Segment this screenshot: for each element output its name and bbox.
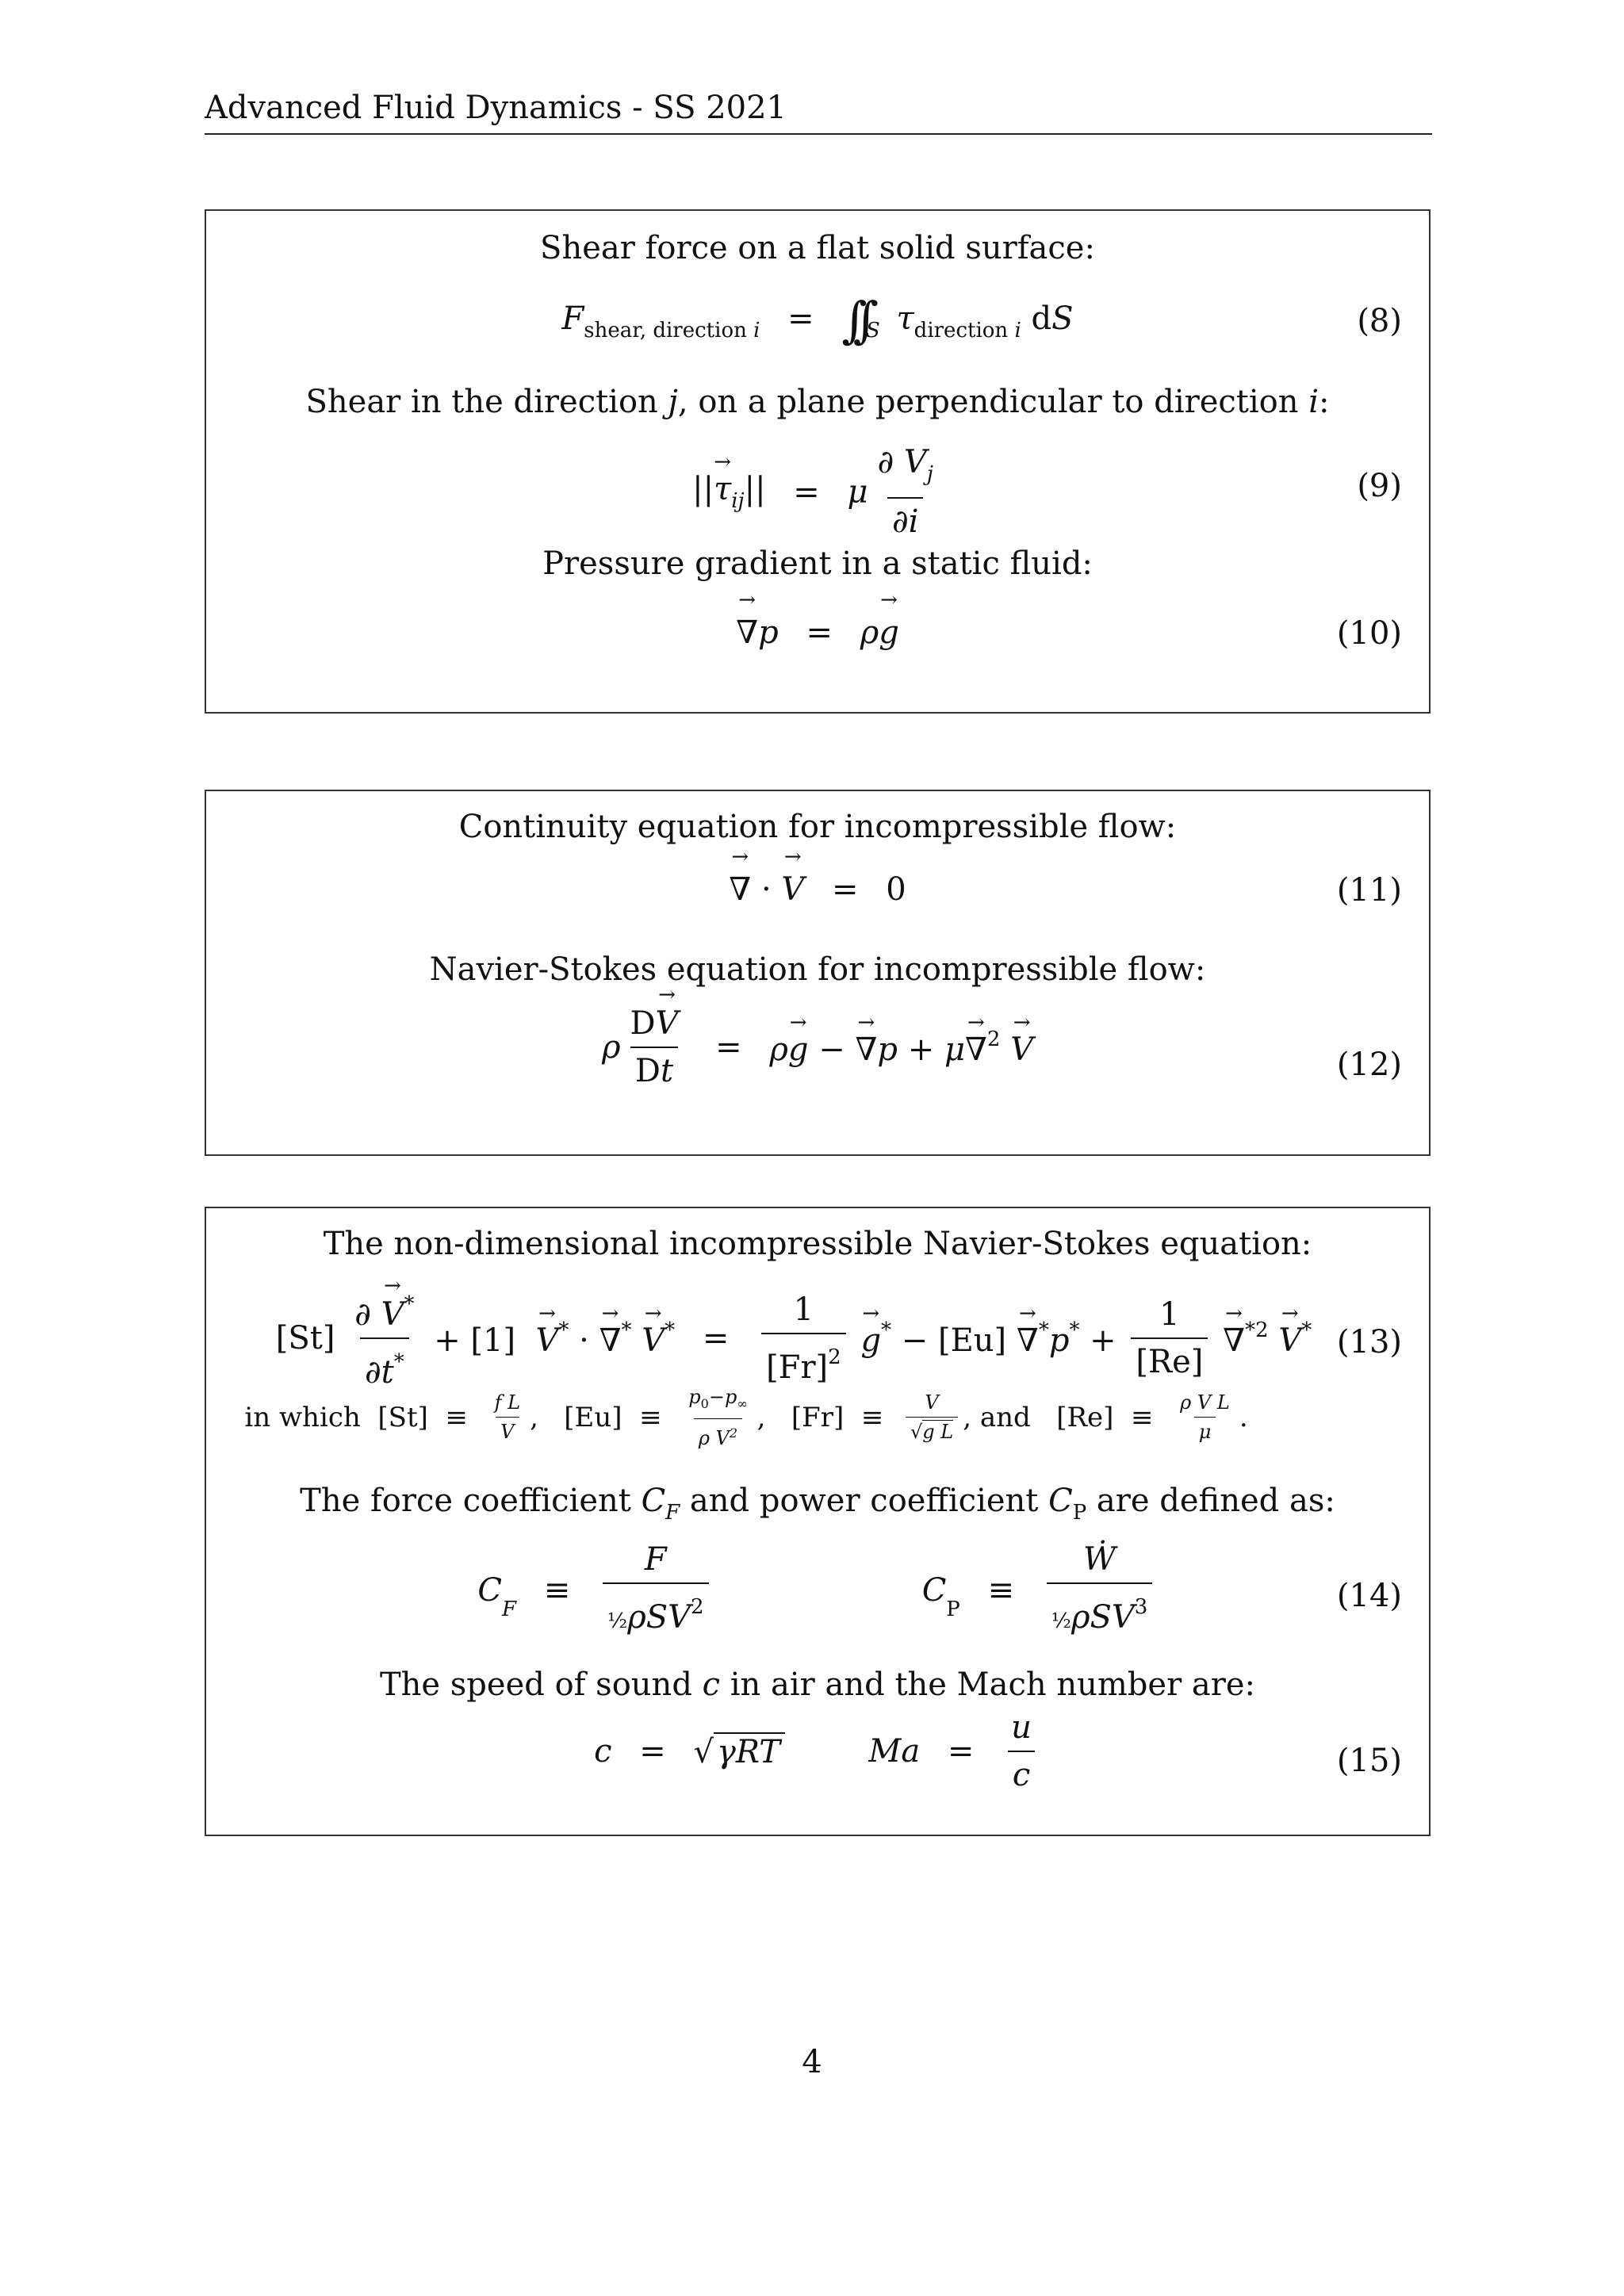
equation-14-number: (14) <box>1336 1578 1402 1614</box>
dimensionless-numbers-definitions: in which [St] ≡ $\frac{\text{f L}}{V}$ , [Eu] ≡ $\frac{p_0-p_\infty}{\rho V^2}$ , [Fr] ≡ $\frac{V}{\text{√g L}}$ , and [Re] ≡ $\frac{\text{ρ V L}}{\mu}$ . <box>244 1386 1248 1449</box>
page-header: Advanced Fluid Dynamics - SS 2021 <box>205 90 787 126</box>
equation-9: ||→ $\tau_{ij}|| = \mu$ $\frac{\partial V_j}{\partial i}$ <box>206 442 1429 541</box>
equation-14-power: $C_P$ ≡ $\frac{\text{Ẇ}}{\frac{1}{2}\rho SV^3}$ <box>650 1540 1429 1641</box>
equation-13: [St] $\frac{\partial \to V^*}{\partial t^*}$ + [1] → V* · → ∇* → V* = $\frac{1}{[Fr]^2}$ → g* − [Eu] → ∇*p* + $\frac{1}{[Re]}$ → ∇$^{*2}$ → V* <box>159 1284 1429 1392</box>
equation-15-number: (15) <box>1336 1743 1402 1779</box>
equation-15: c = √ γRT Ma = $\frac{u}{c}$ <box>206 1708 1429 1795</box>
equation-10: → ∇p = ρ→ g <box>206 609 1429 656</box>
caption-pressure-gradient: Pressure gradient in a static fluid: <box>542 545 1093 582</box>
caption-speed-of-sound: The speed of sound c in air and the Mach number are: <box>379 1667 1256 1703</box>
equation-14: $C_F$ ≡ $\frac{F}{\frac{1}{2}\rho SV^2}$ <box>0 1540 1429 1641</box>
page-number: 4 <box>802 2044 822 2080</box>
equation-box-3 <box>205 1207 1431 1836</box>
equation-12-number: (12) <box>1336 1047 1402 1083</box>
header-rule <box>205 133 1432 135</box>
caption-shear-direction: Shear in the direction j, on a plane perpendicular to direction i: <box>305 384 1330 420</box>
caption-shear-force: Shear force on a flat solid surface: <box>540 230 1095 266</box>
equation-11-number: (11) <box>1336 872 1402 909</box>
equation-12: ρ $\frac{D\to V}{Dt}$ = ρ→ g − → ∇p + μ→ ∇$^2$ → V <box>206 1004 1429 1091</box>
equation-9-number: (9) <box>1357 468 1402 504</box>
caption-coefficients: The force coefficient $C_F$ and power coefficient $C_P$ are defined as: <box>300 1483 1335 1525</box>
equation-box-1 <box>205 209 1431 714</box>
equation-10-number: (10) <box>1336 615 1402 652</box>
equation-8: $F_{shear, direction}$ $_i = \int\int_S$ $\tau_{direction}$ $_i$ dS <box>561 291 1074 349</box>
equation-11: → ∇ · → V = 0 <box>206 866 1429 913</box>
caption-continuity: Continuity equation for incompressible flow: <box>458 809 1177 845</box>
caption-navier-stokes: Navier-Stokes equation for incompressible flow: <box>429 951 1206 988</box>
equation-box-2 <box>205 790 1431 1156</box>
caption-nondimensional: The non-dimensional incompressible Navier-Stokes equation: <box>323 1226 1312 1262</box>
equation-13-number: (13) <box>1336 1324 1402 1360</box>
equation-8-number: (8) <box>1357 303 1402 339</box>
